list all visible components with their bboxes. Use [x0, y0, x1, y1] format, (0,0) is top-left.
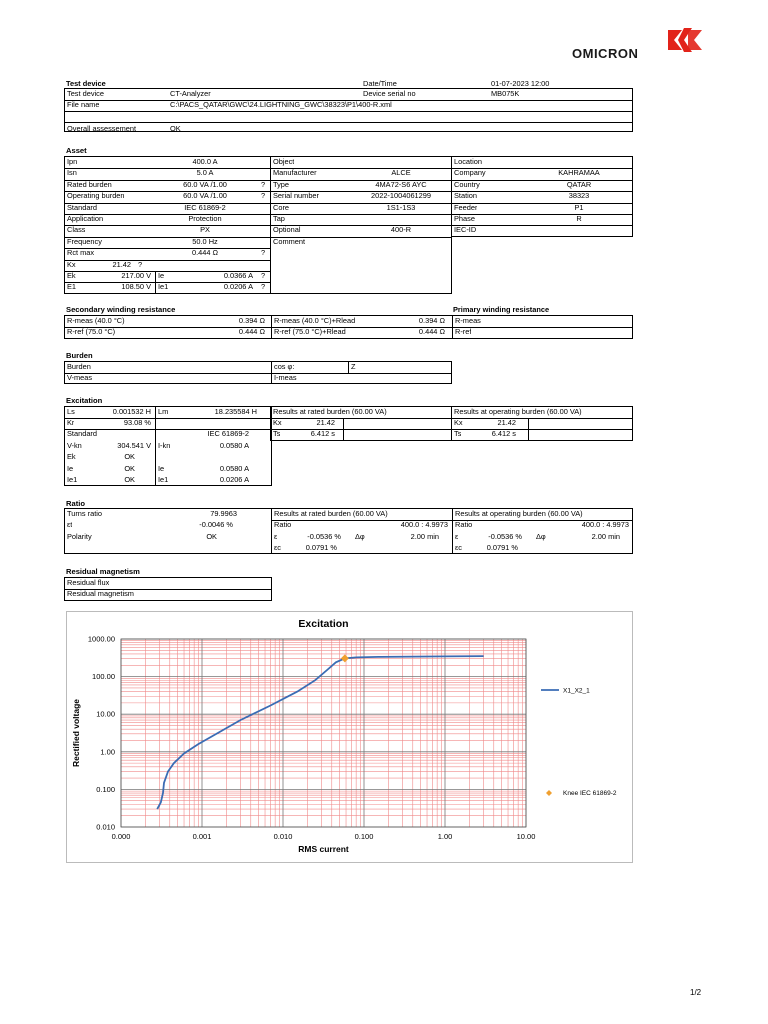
exc-ie12-label: Ie1	[158, 475, 169, 484]
oper-dphi-label: Δφ	[536, 532, 546, 541]
legend-label: X1_X2_1	[563, 687, 590, 695]
imeas-label: I-meas	[274, 373, 297, 382]
ratio-title: Ratio	[66, 499, 85, 508]
kx-flag: ?	[138, 259, 143, 269]
asset-row-flag: ?	[261, 248, 266, 258]
exc-oper-kx-label: Kx	[454, 418, 463, 427]
x-axis-label: RMS current	[298, 844, 349, 854]
ek-label: Ek	[67, 271, 76, 280]
exc-standard-value: IEC 61869-2	[207, 429, 249, 438]
x-tick-label: 1.00	[437, 832, 453, 841]
asset-object-table	[270, 156, 452, 294]
oper-ec-label: εc	[455, 543, 462, 552]
exc-oper-kx-value: 21.42	[497, 418, 516, 427]
et-label: εt	[67, 520, 73, 529]
oper-ratio-value: 400.0 : 4.9973	[581, 520, 629, 529]
location-title: Location	[454, 157, 482, 166]
series-line-x1-x2-1	[157, 656, 483, 809]
asset-row-value: 50.0 Hz	[192, 236, 218, 246]
asset-row-value: PX	[200, 225, 210, 235]
kx-value: 21.42	[112, 259, 131, 269]
object-row-label: Type	[273, 179, 290, 189]
asset-row-label: Standard	[67, 202, 97, 212]
exc-ie-value: OK	[124, 464, 135, 473]
y-tick-label: 0.010	[96, 822, 115, 832]
exc-kx-value: 21.42	[316, 418, 335, 427]
object-row-label: Manufacturer	[273, 168, 317, 178]
header-title: Test device	[66, 79, 106, 88]
primary-r-meas-label: R-meas	[455, 316, 481, 325]
asset-row-flag: ?	[261, 191, 266, 201]
y-tick-label: 0.100	[96, 784, 115, 794]
x-tick-label: 10.00	[516, 832, 536, 841]
vmeas-label: V-meas	[67, 373, 93, 382]
object-row-value: 1S1-1S3	[386, 202, 416, 212]
secondary-winding-title: Secondary winding resistance	[66, 305, 176, 314]
ie1-label: Ie1	[158, 282, 169, 292]
residual-title: Residual magnetism	[66, 567, 140, 576]
object-row-label: Core	[273, 202, 290, 212]
datetime-value: 01-07-2023 12:00	[491, 79, 550, 88]
ikn-value: 0.0580 A	[219, 441, 249, 450]
excitation-title: Excitation	[66, 396, 103, 405]
ikn-label: I-kn	[158, 441, 171, 450]
excitation-chart-svg	[67, 612, 632, 862]
file-name-value: C:\PACS_QATAR\GWC\24.LIGHTNING_GWC\38323\P1\400-R.xml	[170, 100, 392, 109]
assessment-label: Overall assessement	[67, 124, 137, 133]
eps-value: -0.0536 %	[307, 532, 341, 541]
exc-ie12-value: 0.0206 A	[219, 475, 249, 484]
location-row-value: QATAR	[566, 179, 592, 189]
e1-value: 108.50 V	[121, 282, 151, 292]
exc-rated-title: Results at rated burden (60.00 VA)	[273, 407, 387, 416]
asset-row-label: Operating burden	[67, 191, 125, 201]
ratio-rated-title: Results at rated burden (60.00 VA)	[274, 509, 388, 518]
asset-row-label: Class	[67, 225, 86, 235]
turns-ratio-value: 79.9963	[210, 509, 237, 518]
y-tick-label: 1.00	[100, 747, 115, 757]
x-tick-label: 0.010	[273, 832, 293, 841]
y-axis-label: Rectified voltage	[71, 698, 81, 768]
residual-mag-label: Residual magnetism	[67, 589, 134, 598]
kr-value: 93.08 %	[123, 418, 151, 427]
turns-ratio-label: Turns ratio	[67, 509, 103, 518]
x-tick-label: 0.100	[354, 832, 374, 841]
exc-rated-table	[270, 406, 452, 441]
ec-value: 0.0791 %	[305, 543, 337, 552]
location-row-label: Station	[454, 191, 478, 201]
exc-standard-label: Standard	[67, 429, 97, 438]
location-row-label: Company	[454, 168, 486, 178]
y-tick-label: 1000.00	[87, 634, 115, 644]
object-row-value: 400-R	[390, 225, 412, 235]
x-tick-label: 0.000	[111, 832, 131, 841]
lm-label: Lm	[158, 407, 169, 416]
kx-label: Kx	[67, 259, 76, 269]
residual-table	[64, 577, 272, 601]
location-row-value: P1	[574, 202, 584, 212]
ratio-table	[64, 508, 633, 554]
assessment-value: OK	[170, 124, 181, 133]
serial-value: MB075K	[491, 89, 520, 98]
location-row-value: R	[576, 214, 582, 223]
exc-ek-value: OK	[124, 452, 135, 461]
asset-row-value: 400.0 A	[192, 157, 218, 166]
omicron-logo	[572, 26, 706, 64]
ek-flag: ?	[261, 271, 266, 280]
ek-value: 217.00 V	[121, 271, 151, 280]
excitation-chart	[66, 611, 633, 863]
asset-row-value: 5.0 A	[196, 168, 214, 178]
page-number: 1/2	[690, 988, 702, 997]
exc-ie2-label: Ie	[158, 464, 165, 473]
ie1-value: 0.0206 A	[223, 282, 253, 292]
r-meas-lead-label: R-meas (40.0 °C)+Rlead	[274, 316, 356, 325]
eps-label: ε	[274, 532, 278, 541]
primary-r-ref-label: R-ref	[455, 327, 472, 336]
asset-row-value: 60.0 VA /1.00	[183, 179, 227, 189]
asset-row-label: Frequency	[67, 236, 102, 246]
test-device-label: Test device	[67, 89, 104, 98]
header-table	[64, 88, 633, 132]
oper-ec-value: 0.0791 %	[486, 543, 518, 552]
location-row-label: Country	[454, 179, 480, 189]
oper-dphi-value: 2.00 min	[591, 532, 620, 541]
asset-row-flag: ?	[261, 179, 266, 189]
exc-ek-label: Ek	[67, 452, 76, 461]
winding-table	[64, 315, 633, 339]
burden-title: Burden	[66, 351, 93, 360]
polarity-value: OK	[206, 532, 217, 541]
asset-row-value: Protection	[188, 214, 222, 223]
chart-title: Excitation	[298, 618, 349, 630]
serial-label: Device serial no	[363, 89, 416, 98]
x-tick-label: 0.001	[192, 832, 212, 841]
exc-oper-ts-label: Ts	[454, 429, 462, 438]
location-row-value: KAHRAMAA	[558, 168, 600, 178]
location-row-label: Feeder	[454, 202, 478, 212]
r-meas-label: R-meas (40.0 °C)	[67, 316, 125, 325]
asset-row-label: Application	[67, 214, 104, 223]
location-row-label: IEC-ID	[454, 225, 477, 235]
asset-row-label: Ipn	[67, 157, 78, 166]
asset-row-label: Rated burden	[67, 179, 112, 189]
ls-value: 0.001532 H	[112, 407, 151, 416]
oper-eps-label: ε	[455, 532, 459, 541]
exc-oper-ts-value: 6.412 s	[491, 429, 516, 438]
file-name-label: File name	[67, 100, 100, 109]
ratio-label: Ratio	[274, 520, 292, 529]
ie-label: Ie	[158, 271, 165, 280]
logo-text: OMICRON	[572, 46, 639, 61]
dphi-value: 2.00 min	[410, 532, 439, 541]
asset-row-value: 60.0 VA /1.00	[183, 191, 227, 201]
location-row-value: 38323	[568, 191, 590, 201]
object-row-label: Serial number	[273, 191, 320, 201]
ie-value: 0.0366 A	[223, 271, 253, 280]
et-value: -0.0046 %	[199, 520, 233, 529]
excitation-table	[64, 406, 272, 486]
asset-location-table	[451, 156, 633, 237]
oper-ratio-label: Ratio	[455, 520, 473, 529]
kr-label: Kr	[67, 418, 75, 427]
plot-area	[121, 639, 526, 827]
test-device-value: CT-Analyzer	[170, 89, 211, 98]
exc-operating-table	[451, 406, 633, 441]
r-ref-lead-value: 0.444 Ω	[418, 327, 445, 336]
r-meas-lead-value: 0.394 Ω	[418, 316, 445, 325]
cos-phi-label: cos φ:	[274, 362, 295, 371]
exc-ts-value: 6.412 s	[310, 429, 335, 438]
datetime-label: Date/Time	[363, 79, 397, 88]
asset-row-value: 0.444 Ω	[191, 248, 219, 258]
asset-title: Asset	[66, 146, 87, 155]
exc-ie1-value: OK	[124, 475, 135, 484]
object-row-label: Optional	[273, 225, 301, 235]
e1-label: E1	[67, 282, 77, 292]
object-row-value: 2022-1004061299	[370, 191, 431, 201]
polarity-label: Polarity	[67, 532, 92, 541]
knee-point-marker	[341, 654, 349, 662]
asset-row-value: IEC 61869-2	[184, 202, 226, 212]
ratio-value: 400.0 : 4.9973	[400, 520, 448, 529]
legend-label: Knee IEC 61869-2	[563, 790, 617, 797]
exc-ie1-label: Ie1	[67, 475, 78, 484]
z-label: Z	[351, 362, 356, 371]
residual-flux-label: Residual flux	[67, 578, 110, 587]
omicron-mark-icon	[664, 26, 706, 54]
burden-table	[64, 361, 452, 384]
dphi-label: Δφ	[355, 532, 365, 541]
asset-left-table	[64, 156, 271, 294]
exc-ie-label: Ie	[67, 464, 74, 473]
object-row-value: ALCE	[391, 168, 411, 178]
ec-label: εc	[274, 543, 281, 552]
asset-row-label: Rct max	[67, 248, 95, 258]
location-row-label: Phase	[454, 214, 475, 223]
y-tick-label: 100.00	[92, 672, 115, 682]
ratio-oper-title: Results at operating burden (60.00 VA)	[455, 509, 583, 518]
legend-knee-swatch	[546, 790, 552, 796]
oper-eps-value: -0.0536 %	[488, 532, 522, 541]
vkn-value: 304.541 V	[117, 441, 151, 450]
primary-winding-title: Primary winding resistance	[453, 305, 550, 314]
exc-oper-title: Results at operating burden (60.00 VA)	[454, 407, 582, 416]
r-ref-label: R-ref (75.0 °C)	[67, 327, 116, 336]
r-ref-value: 0.444 Ω	[238, 327, 265, 336]
e1-flag: ?	[261, 282, 266, 292]
exc-ts-label: Ts	[273, 429, 281, 438]
y-tick-label: 10.00	[96, 709, 115, 719]
object-row-value: 4MA72-S6 AYC	[375, 179, 427, 189]
burden-label: Burden	[67, 362, 91, 371]
lm-value: 18.235584 H	[214, 407, 257, 416]
r-ref-lead-label: R-ref (75.0 °C)+Rlead	[274, 327, 346, 336]
asset-row-label: Isn	[67, 168, 77, 178]
object-row-label: Tap	[273, 214, 285, 223]
vkn-label: V-kn	[67, 441, 82, 450]
object-row-label: Comment	[273, 236, 306, 246]
object-title: Object	[273, 157, 295, 166]
exc-kx-label: Kx	[273, 418, 282, 427]
exc-ie2-value: 0.0580 A	[219, 464, 249, 473]
r-meas-value: 0.394 Ω	[238, 316, 265, 325]
ls-label: Ls	[67, 407, 75, 416]
